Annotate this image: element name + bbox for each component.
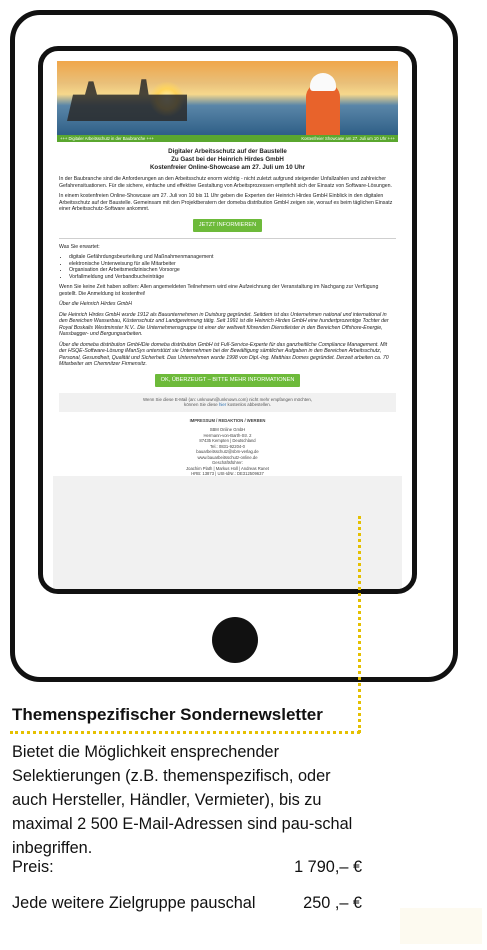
banner-bar: +++ Digitaler Arbeitsschutz in der Baubranche +++ Kostenfreier Showcase am 27. Juli um 10 Uhr +++ — [57, 135, 398, 142]
hero-image — [57, 61, 398, 135]
faint-corner-patch — [400, 908, 482, 944]
section-title: Themenspezifischer Sondernewsletter — [12, 705, 323, 724]
price-row — [12, 858, 362, 877]
divider — [59, 238, 396, 239]
inform-button[interactable]: JETZT INFORMIEREN — [193, 219, 262, 232]
unsubscribe-link[interactable]: hier — [218, 402, 227, 408]
more-info-button[interactable]: OK, ÜBERZEUGT – BITTE MEHR INFORMATIONEN — [155, 374, 301, 387]
home-button-icon — [212, 617, 258, 663]
list-item: • elektronische Unterweisung für alle Mitarbeiter — [69, 261, 396, 268]
list-item: • Organisation der Arbeitsmedizinischen Vorsorge — [69, 267, 396, 274]
list-item: • Vorfallmeldung und Verbandbucheinträge — [69, 274, 396, 281]
price-label: Preis: — [12, 858, 54, 876]
callout-dotted-line-horizontal — [10, 731, 360, 734]
about-domeba-text: Über die domeba distribution GmbHDie domeba distribution GmbH ist Full-Service-Experte für das ganzheitliche Compliance Management. Mit der HSQE-Software-Lösung iManSys unterstützt sie Unternehmen bei der Bewältigung sämtlicher Aufgaben in den Bereichen Arbeitsschutz, Personal, Gesundheit, Qualität und Sicherheit. Das Unternehmen wurde 1998 von Dipl.-Ing. Matthias Domes gegründet. Derzeit arbeiten ca. 70 Mitarbeiter am Chemnitzer Firmensitz. — [59, 341, 389, 368]
recording-paragraph: Wenn Sie keine Zeit haben sollten: Allen angemeldeten Teilnehmern wird eine Aufzeichnung der Veranstaltung im Nachgang zur Verfügung gestellt. Die Anmeldung ist kostenfrei! — [59, 284, 379, 297]
description-text: Bietet die Möglichkeit ensprechender Selektierungen (z.B. themenspezifisch, oder auch Hersteller, Händler, Vermieter), bis zu maximal 2 500 E-Mail-Adressen sind pau-schal inbegriffen. — [12, 743, 353, 857]
about-hirdes-label: Über die Heinrich Hirdes GmbH — [59, 301, 132, 308]
newsletter-preview — [53, 59, 402, 589]
extra-price-value: 250 ,– € — [303, 894, 362, 912]
impressum: IMPRESSUM / REDAKTION / WERBEN SBM Online GmbH Hermann-von-Barth-Str. 2 87435 Kempten | Deutschland Tel.: 0831-92204-0 bauarbeitsschutz@sbm-verlag.de www.bauarbeitsschutz-online.de Geschäftsführer: Joachim Plath | Markus Holl | Andreas Ranet HRB: 13873 | USt-IdNr.: DE312509637 — [186, 417, 269, 476]
about-hirdes-text: Die Heinrich Hirdes GmbH wurde 1912 als Bauunternehmen in Duisburg gegründet. Seitdem ist das Unternehmen national und international in den Bereichen Wasserbau, Küstenschutz und Landgewinnung tätig. Seit 1991 ist die Heinrich Hirdes GmbH eine hundertprozentige Tochter der Royal Boskalis Westminster N.V.. Die Unternehmensgruppe ist einer der weltweit führenden Dienstleister in den Bereichen Offshore-Energie, Nassbagger- und Bergungsarbeiten. — [59, 311, 389, 338]
extra-price-row — [12, 894, 362, 913]
callout-dotted-line-vertical — [358, 516, 361, 733]
showcase-paragraph: In einem kostenfreien Online-Showcase am 27. Juli von 10 bis 11 Uhr geben die Experten der Heinrich Hirdes GmbH Einblick in den digitalen Arbeitsschutz auf der Baustelle. Gemeinsam mit den Projektberatern der domeba distribution GmbH zeigen sie, worauf es beim täglichen Einsatz einer Arbeitsschutz-Software ankommt. — [59, 193, 393, 213]
newsletter-headline: Digitaler Arbeitsschutz auf der Baustelle Zu Gast bei der Heinrich Hirdes GmbH Kostenfreier Online-Showcase am 27. Juli um 10 Uhr — [149, 148, 306, 172]
tablet-screen — [38, 46, 417, 594]
list-item: • digitale Gefährdungsbeurteilung und Maßnahmenmanagement — [69, 254, 396, 261]
extra-price-label: Jede weitere Zielgruppe pauschal — [12, 894, 256, 912]
helmet-icon — [310, 73, 336, 91]
unsubscribe-footer: Wenn Sie diese E-Mail (an: unknown@unknown.com) nicht mehr empfangen möchten, können Sie diese hier kostenlos abbestellen. — [59, 393, 396, 412]
intro-paragraph: In der Baubranche sind die Anforderungen an den Arbeitsschutz enorm wichtig - nicht zuletzt aufgrund steigender Unfallzahlen und zahlreicher Gefahrensituationen. Für die sichere, einfache und effektive Gestaltung von Arbeitsprozessen empfiehlt sich der Einsatz von Software-Lösungen. — [59, 176, 392, 189]
bullet-list — [69, 254, 396, 280]
expect-label: Was Sie erwartet: — [59, 243, 100, 250]
price-value: 1 790,– € — [294, 858, 362, 876]
